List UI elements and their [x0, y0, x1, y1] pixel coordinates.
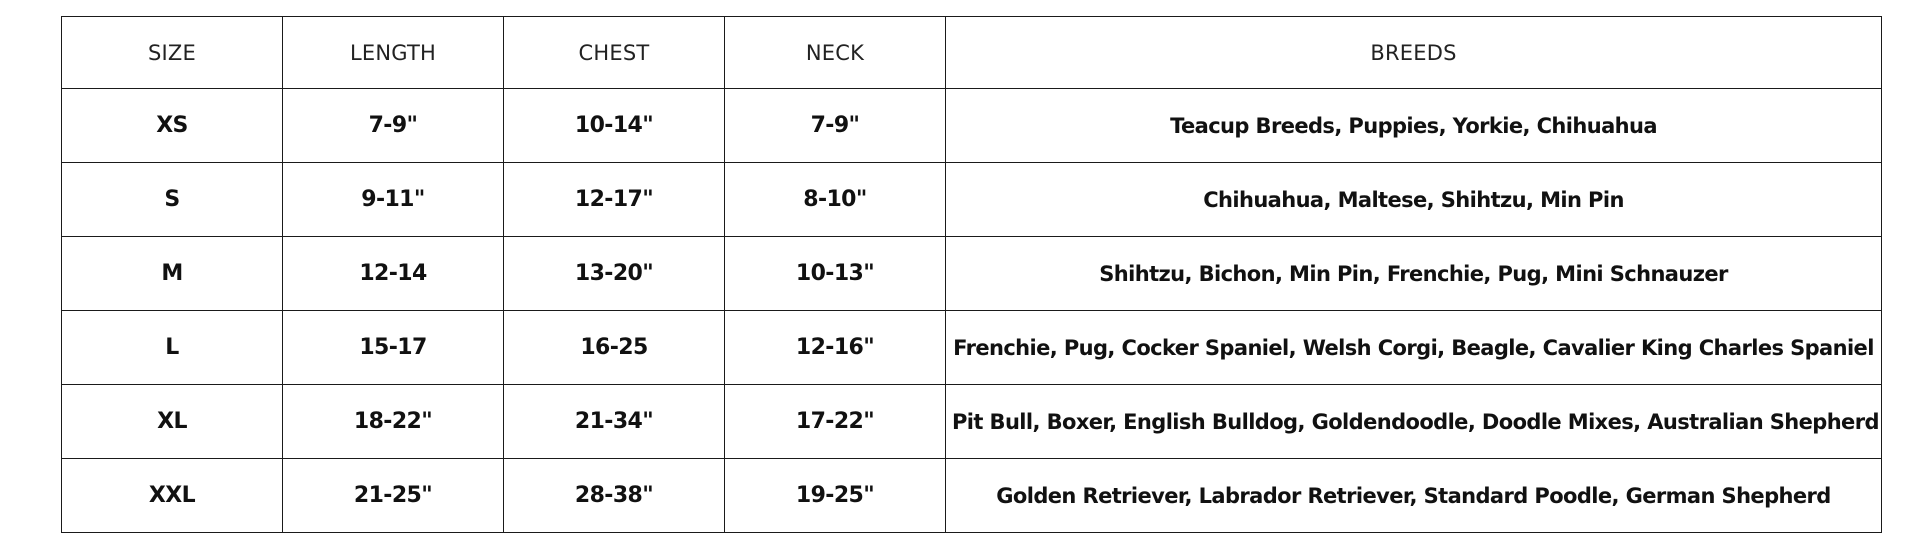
size-cell: XXL — [62, 459, 283, 533]
breeds-cell: Chihuahua, Maltese, Shihtzu, Min Pin — [946, 163, 1882, 237]
length-cell: 15-17 — [283, 311, 504, 385]
size-cell: S — [62, 163, 283, 237]
header-size: SIZE — [62, 17, 283, 89]
header-neck: NECK — [725, 17, 946, 89]
header-length: LENGTH — [283, 17, 504, 89]
breeds-cell: Teacup Breeds, Puppies, Yorkie, Chihuahua — [946, 89, 1882, 163]
size-cell: XL — [62, 385, 283, 459]
chest-cell: 13-20" — [504, 237, 725, 311]
neck-cell: 7-9" — [725, 89, 946, 163]
size-chart-table — [61, 16, 1882, 533]
table-row — [62, 89, 1882, 163]
size-chart — [61, 16, 1881, 533]
table-row — [62, 311, 1882, 385]
table-row — [62, 459, 1882, 533]
chest-cell: 12-17" — [504, 163, 725, 237]
chest-cell: 16-25 — [504, 311, 725, 385]
table-row — [62, 385, 1882, 459]
length-cell: 21-25" — [283, 459, 504, 533]
breeds-cell: Golden Retriever, Labrador Retriever, Standard Poodle, German Shepherd — [946, 459, 1882, 533]
size-cell: XS — [62, 89, 283, 163]
length-cell: 9-11" — [283, 163, 504, 237]
neck-cell: 17-22" — [725, 385, 946, 459]
header-breeds: BREEDS — [946, 17, 1882, 89]
length-cell: 18-22" — [283, 385, 504, 459]
neck-cell: 8-10" — [725, 163, 946, 237]
neck-cell: 10-13" — [725, 237, 946, 311]
neck-cell: 19-25" — [725, 459, 946, 533]
header-chest: CHEST — [504, 17, 725, 89]
size-cell: M — [62, 237, 283, 311]
size-cell: L — [62, 311, 283, 385]
breeds-cell: Pit Bull, Boxer, English Bulldog, Goldendoodle, Doodle Mixes, Australian Shepherd — [946, 385, 1882, 459]
table-row — [62, 163, 1882, 237]
neck-cell: 12-16" — [725, 311, 946, 385]
table-row — [62, 237, 1882, 311]
header-row — [62, 17, 1882, 89]
length-cell: 12-14 — [283, 237, 504, 311]
chest-cell: 21-34" — [504, 385, 725, 459]
breeds-cell: Frenchie, Pug, Cocker Spaniel, Welsh Corgi, Beagle, Cavalier King Charles Spaniel — [946, 311, 1882, 385]
chest-cell: 28-38" — [504, 459, 725, 533]
chest-cell: 10-14" — [504, 89, 725, 163]
breeds-cell: Shihtzu, Bichon, Min Pin, Frenchie, Pug, Mini Schnauzer — [946, 237, 1882, 311]
length-cell: 7-9" — [283, 89, 504, 163]
